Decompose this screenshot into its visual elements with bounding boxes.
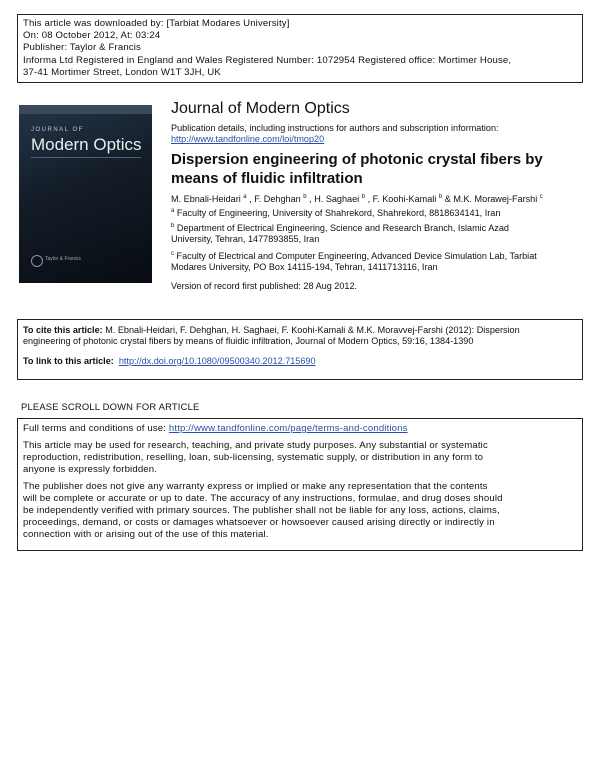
author-affiliation-mark: b: [361, 194, 366, 200]
disclaimer-paragraph-line: will be complete or accurate or up to date. The accuracy of any instructions, formulae, and drug doses should: [23, 493, 503, 504]
article-title: [171, 151, 571, 188]
terms-intro-text: Full terms and conditions of use:: [23, 423, 169, 434]
citation-text: engineering of photonic crystal fibers by means of fluidic infiltration, Journal of Modern Optics, 59:16, 1384-1390: [23, 336, 474, 347]
author-affiliation-mark: c: [539, 194, 543, 200]
article-title-line: means of fluidic infiltration: [171, 169, 363, 187]
cite-label: To cite this article:: [23, 325, 103, 335]
disclaimer-paragraph-line: The publisher does not give any warranty express or implied or make any representation that the contents: [23, 481, 488, 492]
affiliation-a: [171, 208, 500, 219]
citation-text: M. Ebnali-Heidari, F. Dehghan, H. Saghaei, F. Koohi-Kamali & M.K. Moravvej-Farshi (2012): Dispersion: [102, 325, 520, 335]
disclaimer-paragraph-line: be independently verified with primary sources. The publisher shall not be liable for any loss, actions, claims,: [23, 505, 500, 516]
terms-box: [17, 418, 583, 551]
cover-top-strip: [19, 105, 152, 114]
cover-journal-small-text: JOURNAL OF: [31, 127, 84, 133]
author-name: M. Ebnali-Heidari: [171, 194, 241, 204]
link-label: To link to this article:: [23, 355, 114, 366]
disclaimer-paragraph-line: connection with or arising out of the use of this material.: [23, 529, 269, 540]
affiliation-text: Faculty of Electrical and Computer Engineering, Advanced Device Simulation Lab, Tarbiat: [176, 251, 537, 261]
affiliation-c: [171, 251, 537, 274]
journal-url-link[interactable]: http://www.tandfonline.com/loi/tmop20: [171, 134, 325, 145]
author-name: , H. Saghaei: [309, 194, 360, 204]
scroll-down-notice: PLEASE SCROLL DOWN FOR ARTICLE: [21, 401, 200, 412]
affiliation-text: Modares University, PO Box 14115-194, Tehran, 1411713116, Iran: [171, 262, 438, 273]
publication-info: [171, 123, 499, 146]
terms-paragraph-line: anyone is expressly forbidden.: [23, 464, 158, 475]
cover-publisher-mark: Taylor & Francis: [45, 256, 81, 262]
download-notice-line: 37-41 Mortimer Street, London W1T 3JH, UK: [23, 66, 221, 78]
publisher-logo-icon: [31, 255, 43, 267]
terms-paragraph-line: This article may be used for research, teaching, and private study purposes. Any substantial or systematic: [23, 440, 488, 451]
author-affiliation-mark: b: [438, 194, 443, 200]
doi-link[interactable]: http://dx.doi.org/10.1080/09500340.2012.715690: [118, 355, 316, 366]
affiliation-mark: c: [171, 251, 174, 257]
download-notice-line: Publisher: Taylor & Francis: [23, 42, 141, 54]
download-notice-line: This article was downloaded by: [Tarbiat Modares University]: [23, 18, 290, 29]
disclaimer-paragraph-line: proceedings, demand, or costs or damages whatsoever or howsoever caused arising directly or indirectly in: [23, 517, 495, 528]
affiliation-text: Department of Electrical Engineering, Science and Research Branch, Islamic Azad: [176, 223, 509, 233]
author-list: [171, 194, 543, 204]
affiliation-text: University, Tehran, 1477893855, Iran: [171, 234, 320, 245]
terms-paragraph-line: reproduction, redistribution, reselling, loan, sub-licensing, systematic supply, or distribution in any form to: [23, 452, 484, 463]
terms-link[interactable]: http://www.tandfonline.com/page/terms-and-conditions: [168, 423, 408, 434]
author-affiliation-mark: b: [303, 194, 307, 200]
affiliation-mark: a: [171, 208, 175, 214]
download-notice-line: Informa Ltd Registered in England and Wales Registered Number: 1072954 Registered office: Mortimer House,: [23, 54, 512, 66]
affiliation-mark: b: [171, 223, 175, 229]
journal-name: Journal of Modern Optics: [171, 100, 350, 117]
download-notice-line: On: 08 October 2012, At: 03:24: [23, 30, 161, 42]
cover-rule: [31, 157, 141, 158]
version-of-record: Version of record first published: 28 Aug 2012.: [171, 281, 358, 291]
article-title-line: Dispersion engineering of photonic crystal fibers by: [171, 151, 543, 168]
publication-details-text: Publication details, including instructions for authors and subscription information:: [171, 123, 499, 133]
citation-line: [23, 325, 577, 336]
author-name: , F. Koohi-Kamali: [367, 194, 437, 204]
affiliation-b: [171, 223, 509, 246]
author-name: & M.K. Morawej-Farshi: [444, 194, 538, 204]
author-name: , F. Dehghan: [249, 194, 301, 204]
affiliation-text: Faculty of Engineering, University of Shahrekord, Shahrekord, 8818634141, Iran: [176, 208, 501, 218]
download-notice-box: [17, 14, 583, 83]
terms-intro-line: [23, 423, 577, 435]
journal-cover-image: [19, 105, 152, 283]
cover-journal-large-text: Modern Optics: [31, 135, 142, 154]
citation-box: [17, 319, 583, 380]
link-line: [23, 356, 577, 367]
author-affiliation-mark: a: [243, 194, 247, 200]
